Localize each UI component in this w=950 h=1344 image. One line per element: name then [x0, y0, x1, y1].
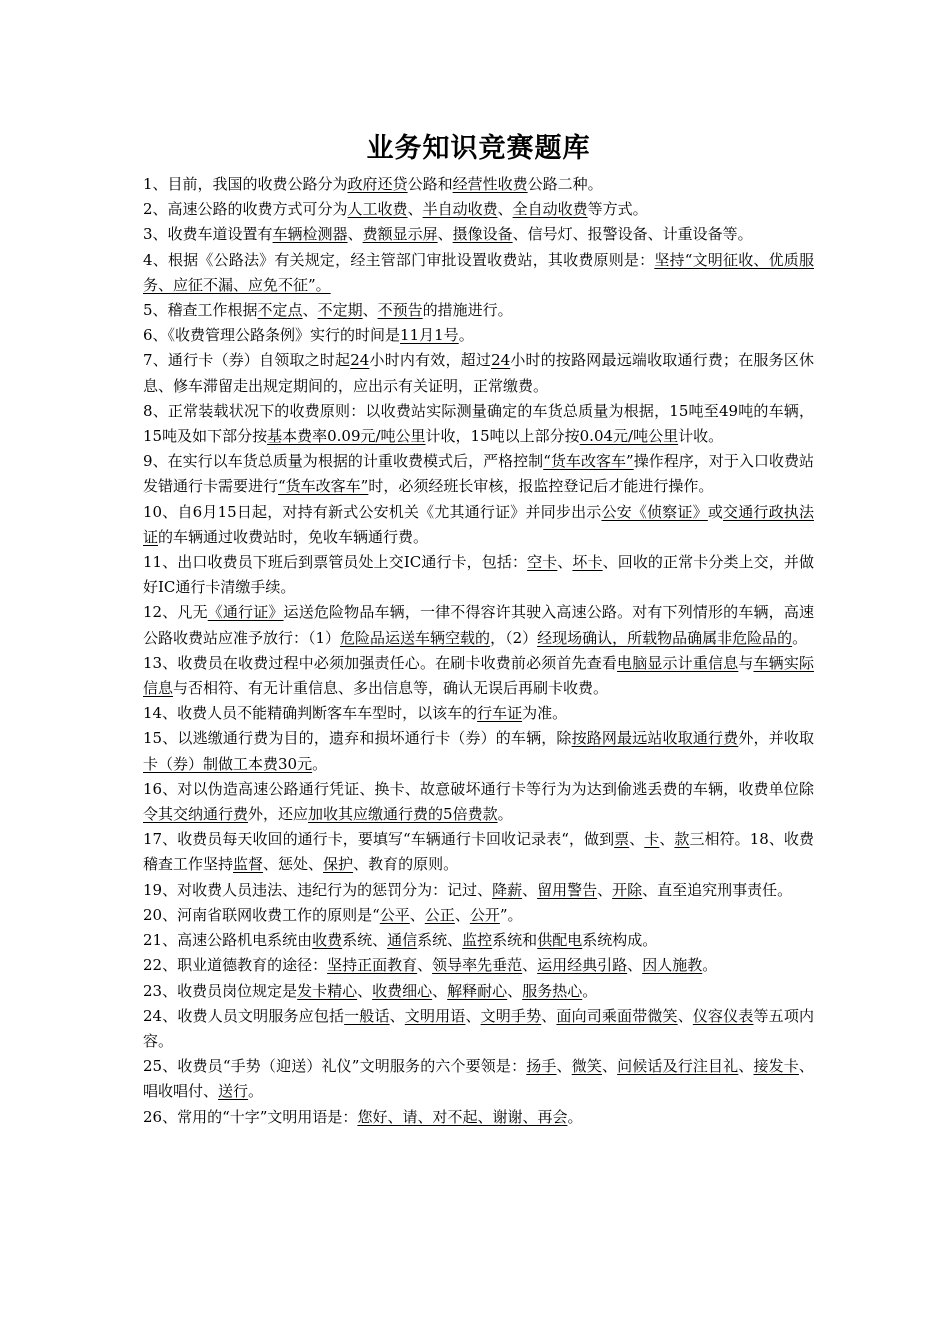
question-text: 。	[312, 754, 328, 773]
question-text: 9、在实行以车货总质量为根据的计重收费模式后，严格控制	[143, 452, 544, 471]
question-text: 。	[458, 326, 474, 345]
question-text: 、	[601, 1057, 618, 1076]
answer-text: 一般话	[344, 1006, 390, 1025]
question-text: 19、对收费人员违法、违纪行为的惩罚分为：记过、	[143, 880, 493, 899]
question-text: 、	[347, 225, 363, 244]
answer-text: 收费细心	[372, 981, 433, 1000]
answer-text: 24	[350, 351, 370, 370]
answer-text: 解释耐心	[447, 981, 508, 1000]
answer-text: “货车改客车”	[543, 452, 634, 471]
answer-text: 0.04元/吨公里	[579, 427, 679, 446]
question-text: 26、常用的“十字”文明用语是：	[143, 1107, 358, 1126]
answer-text: 不预告	[377, 301, 423, 320]
question-list	[143, 172, 814, 1130]
answer-text: 不定点	[257, 301, 303, 320]
question-text: 外，并收取	[738, 729, 814, 748]
question-text: 系统、	[417, 931, 463, 950]
answer-text: 开除	[612, 880, 643, 899]
answer-text: 坚持正面教育	[327, 956, 418, 975]
question-text: 6、《收费管理公路条例》实行的时间是	[143, 326, 401, 345]
question-text: 系统构成。	[582, 931, 658, 950]
answer-text: 微笑	[571, 1057, 602, 1076]
answer-text: 您好、请、对不起、谢谢、再会	[357, 1107, 568, 1126]
answer-text: 空卡	[527, 553, 558, 572]
answer-text: 不定期	[317, 301, 363, 320]
question-text: 、	[432, 981, 448, 1000]
answer-text: 卡（券）制做工本费30元	[143, 754, 313, 773]
answer-text: 公安《侦察证》	[601, 502, 708, 521]
answer-text: 半自动收费	[422, 200, 498, 219]
question-text: 25、收费员“手势（迎送）礼仪”文明服务的六个要领是：	[143, 1057, 527, 1076]
answer-text: 加收其应缴通行费的5倍费款	[308, 805, 498, 824]
question-text: 小时内有效，超过	[369, 351, 492, 370]
answer-text: 11月1号	[400, 326, 459, 345]
answer-text: 人工收费	[347, 200, 408, 219]
question-item	[143, 1105, 814, 1130]
question-text: 运送危险物品车辆，一律不得容许其驶入高速公路。对有下列情形的车辆，高速公路收费站应准予放行：（1）	[143, 603, 814, 647]
answer-text: 收费	[312, 931, 343, 950]
question-item	[143, 550, 814, 600]
question-text: 12、凡无	[143, 603, 208, 622]
question-text: 时，必须经班长审核，报监控登记后才能进行操作。	[368, 477, 714, 496]
answer-text: 经现场确认，所载物品确属非危险品的	[537, 628, 793, 647]
question-text: 小时的按路网最远端收取通行费；在服务区休息、修车滞留走出规定期间的，应出示有关证明，正常缴费。	[143, 351, 814, 395]
question-text: 、	[556, 1057, 572, 1076]
answer-text: 文明用语	[404, 1006, 466, 1025]
question-text: 1、目前，我国的收费公路分为	[143, 175, 348, 193]
question-text: 、	[629, 830, 645, 849]
answer-text: 文明手势	[480, 1006, 542, 1025]
answer-text: 接发卡	[753, 1057, 799, 1076]
question-text: 与	[738, 653, 754, 672]
question-item	[143, 449, 814, 499]
answer-text: 费额显示屏	[362, 225, 438, 244]
question-text: 7、通行卡（券）自领取之时起	[143, 351, 351, 370]
question-item	[143, 953, 814, 978]
answer-text: 送行	[218, 1082, 249, 1101]
question-item	[143, 651, 814, 701]
question-text: 23、收费员岗位规定是	[143, 981, 298, 1000]
question-item	[143, 777, 814, 827]
answer-text: 问候话及行注目礼	[617, 1057, 739, 1076]
question-text: 、	[437, 225, 453, 244]
answer-text: 车辆检测器	[272, 225, 348, 244]
question-text: 系统、	[342, 931, 388, 950]
question-text: 三相符。18、收费稽查工作坚持	[143, 830, 814, 874]
question-item	[143, 399, 814, 449]
question-text: 、教育的原则。	[353, 855, 459, 874]
question-item	[143, 197, 814, 222]
question-text: 或	[707, 502, 724, 521]
question-text: 、信号灯、报警设备、计重设备等。	[512, 225, 753, 244]
question-item	[143, 928, 814, 953]
question-text: 8、正常装载状况下的收费原则：以收费站实际测量确定的车货总质量为根据，15吨至49吨的车辆，15吨及如下部分按	[143, 401, 814, 446]
answer-text: 领导率先垂范	[432, 956, 523, 975]
answer-text: 危险品运送车辆空载的	[340, 628, 491, 647]
question-item	[143, 222, 814, 247]
question-text: 4、根据《公路法》有关规定，经主管部门审批设置收费站，其收费原则是：	[143, 250, 655, 269]
answer-text: 卡	[644, 830, 660, 849]
question-text: 的措施进行。	[422, 301, 513, 320]
question-text: 2、高速公路的收费方式可分为	[143, 200, 348, 219]
answer-text: 政府还贷	[347, 175, 408, 193]
question-text: 17、收费员每天收回的通行卡，要填写“车辆通行卡回收记录表“，做到	[143, 830, 615, 849]
answer-text: 24	[491, 351, 511, 370]
question-text: 、	[677, 1006, 693, 1025]
question-text: 、	[454, 905, 470, 924]
question-item	[143, 298, 814, 323]
answer-text: 行车证	[477, 704, 523, 723]
question-text: 等五项内容。	[143, 1006, 814, 1050]
answer-text: 摄像设备	[452, 225, 513, 244]
question-text: 。	[248, 1082, 264, 1101]
question-item	[143, 172, 814, 197]
question-text: 、	[597, 880, 613, 899]
answer-text: 降薪	[492, 880, 523, 899]
question-text: 、回收的正常卡分类上交，并做好IC通行卡清缴手续。	[143, 553, 814, 597]
answer-text: 电脑显示计重信息	[617, 653, 739, 672]
question-text: 22、职业道德教育的途径：	[143, 956, 328, 975]
question-text: 、	[507, 981, 523, 1000]
question-text: 、	[417, 956, 433, 975]
question-text: 外，还应	[248, 805, 309, 824]
question-text: 、	[522, 956, 538, 975]
answer-text: 监督	[233, 855, 264, 874]
question-text: 13、收费员在收费过程中必须加强责任心。在刷卡收费前必须首先查看	[143, 653, 618, 672]
answer-text: 全自动收费	[512, 200, 588, 219]
answer-text: 公正	[424, 905, 455, 924]
question-text: 、	[522, 880, 538, 899]
question-text: 、	[627, 956, 643, 975]
question-item	[143, 1004, 814, 1054]
answer-text: 供配电	[537, 931, 583, 950]
question-item	[143, 979, 814, 1004]
question-text: 15、以逃缴通行费为目的，遗弃和损坏通行卡（券）的车辆，除	[143, 729, 572, 748]
question-text: 、	[389, 1006, 405, 1025]
question-text: 。	[582, 981, 598, 1000]
answer-text: 公平	[379, 905, 410, 924]
answer-text: 运用经典引路	[537, 956, 628, 975]
question-text: 21、高速公路机电系统由	[143, 931, 313, 950]
answer-text: 令其交纳通行费	[143, 805, 249, 824]
question-item	[143, 903, 814, 928]
question-text: 。	[792, 628, 808, 647]
question-item	[143, 827, 814, 877]
question-text: 、	[362, 301, 378, 320]
question-text: 、	[497, 200, 513, 219]
question-text: 、	[659, 830, 675, 849]
question-item	[143, 878, 814, 903]
question-text: 、惩处、	[263, 855, 324, 874]
question-text: 为准。	[522, 704, 568, 723]
answer-text: 车辆实际信息	[143, 653, 814, 698]
question-text: 与否相符、有无计重信息、多出信息等，确认无误后再刷卡收费。	[173, 679, 609, 698]
question-text: 24、收费人员文明服务应包括	[143, 1006, 345, 1025]
question-text: 、	[407, 200, 423, 219]
question-text: 3、收费车道设置有	[143, 225, 273, 244]
answer-text: 仪容仪表	[692, 1006, 754, 1025]
question-text: 。	[702, 956, 718, 975]
question-text: 5、稽查工作根据	[143, 301, 258, 320]
question-text: ，（2）	[490, 628, 538, 647]
question-text: 、	[465, 1006, 481, 1025]
question-text: 、	[357, 981, 373, 1000]
document-title: 业务知识竞赛题库	[366, 133, 591, 164]
question-text: 14、收费人员不能精确判断客车车型时，以该车的	[143, 704, 478, 723]
question-text: 。	[497, 805, 513, 824]
answer-text: 通信	[387, 931, 418, 950]
answer-text: “货车改客车”	[278, 477, 369, 496]
answer-text: 经营性收费	[452, 175, 528, 193]
answer-text: 《通行证》	[207, 603, 284, 622]
question-text: 、唱收唱付、	[143, 1057, 814, 1101]
question-text: 20、河南省联网收费工作的原则是“	[143, 905, 380, 924]
answer-text: 因人施教	[642, 956, 703, 975]
question-text: 计收，15吨以上部分按	[425, 427, 580, 446]
question-item	[143, 500, 814, 550]
question-text: ”。	[499, 905, 523, 924]
answer-text: 扬手	[526, 1057, 557, 1076]
question-text: 、	[409, 905, 425, 924]
answer-text: 款	[674, 830, 690, 849]
question-item	[143, 1054, 814, 1104]
question-text: 操作程序，对于入口收费站发错通行卡需要进行	[143, 452, 814, 496]
question-text: 系统和	[492, 931, 538, 950]
question-text: 的车辆通过收费站时，免收车辆通行费。	[158, 527, 429, 546]
question-item	[143, 323, 814, 348]
question-text: 、	[541, 1006, 557, 1025]
answer-text: 基本费率0.09元/吨公里	[267, 427, 426, 446]
question-text: 。	[567, 1107, 583, 1126]
answer-text: 公开	[469, 905, 500, 924]
answer-text: 按路网最远站收取通行费	[571, 729, 739, 748]
answer-text: 留用警告	[537, 880, 598, 899]
question-text: 、	[557, 553, 573, 572]
question-text: 10、自6月15日起，对持有新式公安机关《尤其通行证》并同步出示	[143, 502, 602, 521]
question-item	[143, 600, 814, 650]
question-text: 11、出口收费员下班后到票管员处上交IC通行卡，包括：	[143, 553, 528, 572]
question-text: 、	[738, 1057, 754, 1076]
question-item	[143, 726, 814, 776]
question-text: 等方式。	[587, 200, 648, 219]
question-item	[143, 701, 814, 726]
question-text: 、直至追究刑事责任。	[642, 880, 793, 899]
question-text: 计收。	[678, 427, 724, 446]
question-item	[143, 348, 814, 398]
answer-text: 面向司乘面带微笑	[556, 1006, 678, 1025]
question-text: 公路二种。	[527, 175, 603, 193]
answer-text: 监控	[462, 931, 493, 950]
answer-text: 票	[614, 830, 630, 849]
question-item	[143, 248, 814, 298]
answer-text: 坚持“文明征收、优质服务、应征不漏、应免不征”。	[143, 250, 814, 294]
answer-text: 坏卡	[572, 553, 603, 572]
answer-text: 服务热心	[522, 981, 583, 1000]
answer-text: 发卡精心	[297, 981, 358, 1000]
question-text: 16、对以伪造高速公路通行凭证、换卡、故意破坏通行卡等行为为达到偷逃丢费的车辆，收费单位除	[143, 779, 814, 798]
answer-text: 交通行政执法证	[143, 502, 814, 546]
question-text: 、	[302, 301, 318, 320]
question-text: 公路和	[407, 175, 453, 193]
answer-text: 保护	[323, 855, 354, 874]
